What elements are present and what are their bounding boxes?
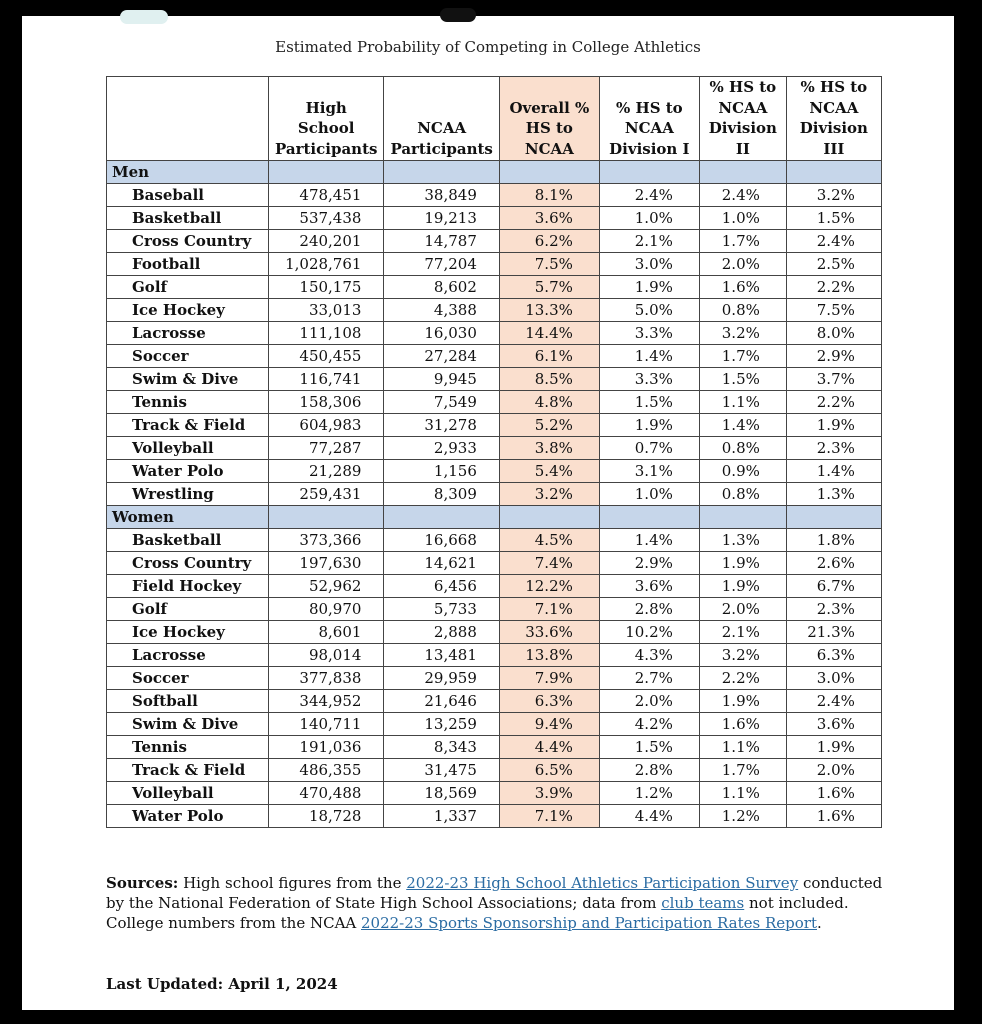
hs-participants: 150,175 xyxy=(269,276,384,299)
table-title: Estimated Probability of Competing in College Athletics xyxy=(275,38,701,56)
sport-name: Ice Hockey xyxy=(107,621,269,644)
overall-pct: 6.2% xyxy=(499,230,599,253)
table-row xyxy=(107,437,882,460)
hs-participants: 450,455 xyxy=(269,345,384,368)
ncaa-participants: 8,602 xyxy=(384,276,499,299)
div2-pct: 1.2% xyxy=(699,805,786,828)
table-row xyxy=(107,690,882,713)
div3-pct: 2.3% xyxy=(786,437,881,460)
div1-pct: 2.0% xyxy=(599,690,699,713)
hs-participants: 140,711 xyxy=(269,713,384,736)
hs-participants: 111,108 xyxy=(269,322,384,345)
div1-pct: 2.4% xyxy=(599,184,699,207)
div2-pct: 2.2% xyxy=(699,667,786,690)
div1-pct: 1.2% xyxy=(599,782,699,805)
overall-pct: 7.1% xyxy=(499,598,599,621)
sport-name: Cross Country xyxy=(107,552,269,575)
table-row xyxy=(107,299,882,322)
section-cell xyxy=(499,506,599,529)
section-cell xyxy=(786,506,881,529)
sport-name: Baseball xyxy=(107,184,269,207)
ncaa-participants: 14,787 xyxy=(384,230,499,253)
table-row xyxy=(107,253,882,276)
overall-pct: 3.6% xyxy=(499,207,599,230)
sources-text: conducted by the National Federation of State High School Associations; data from xyxy=(106,874,883,912)
div3-pct: 2.3% xyxy=(786,598,881,621)
ncaa-participants: 1,337 xyxy=(384,805,499,828)
section-label: Men xyxy=(107,161,269,184)
survey-link[interactable]: 2022-23 High School Athletics Participation Survey xyxy=(406,874,799,892)
section-cell xyxy=(699,161,786,184)
hs-participants: 373,366 xyxy=(269,529,384,552)
div1-pct: 4.4% xyxy=(599,805,699,828)
div2-pct: 2.4% xyxy=(699,184,786,207)
div2-pct: 1.7% xyxy=(699,345,786,368)
div3-pct: 8.0% xyxy=(786,322,881,345)
overall-pct: 14.4% xyxy=(499,322,599,345)
sources-text: not included. College numbers from the NCAA xyxy=(106,894,849,932)
ncaa-participants: 7,549 xyxy=(384,391,499,414)
hs-participants: 33,013 xyxy=(269,299,384,322)
table-row xyxy=(107,483,882,506)
div2-pct: 1.5% xyxy=(699,368,786,391)
div2-pct: 1.9% xyxy=(699,690,786,713)
club-teams-link[interactable]: club teams xyxy=(661,894,745,912)
div1-pct: 3.6% xyxy=(599,575,699,598)
overall-pct: 6.3% xyxy=(499,690,599,713)
hs-participants: 1,028,761 xyxy=(269,253,384,276)
header-cell: Overall % HS to NCAA xyxy=(499,77,599,161)
hs-participants: 80,970 xyxy=(269,598,384,621)
section-cell xyxy=(384,506,499,529)
ncaa-participants: 77,204 xyxy=(384,253,499,276)
overall-pct: 7.4% xyxy=(499,552,599,575)
table-row xyxy=(107,736,882,759)
div3-pct: 1.9% xyxy=(786,414,881,437)
div2-pct: 0.9% xyxy=(699,460,786,483)
div2-pct: 0.8% xyxy=(699,437,786,460)
table-row xyxy=(107,621,882,644)
div3-pct: 1.4% xyxy=(786,460,881,483)
ncaa-participants: 8,309 xyxy=(384,483,499,506)
header-cell: % HS to NCAA Division I xyxy=(599,77,699,161)
table-row xyxy=(107,667,882,690)
overall-pct: 3.8% xyxy=(499,437,599,460)
div3-pct: 2.5% xyxy=(786,253,881,276)
div1-pct: 1.5% xyxy=(599,391,699,414)
div1-pct: 2.7% xyxy=(599,667,699,690)
overall-pct: 5.2% xyxy=(499,414,599,437)
last-updated: Last Updated: April 1, 2024 xyxy=(106,975,338,993)
div1-pct: 5.0% xyxy=(599,299,699,322)
ncaa-report-link[interactable]: 2022-23 Sports Sponsorship and Participation Rates Report xyxy=(361,914,817,932)
div3-pct: 3.7% xyxy=(786,368,881,391)
div2-pct: 1.9% xyxy=(699,575,786,598)
header-row xyxy=(107,77,882,161)
overall-pct: 33.6% xyxy=(499,621,599,644)
table-row xyxy=(107,322,882,345)
table-row xyxy=(107,782,882,805)
sources-label: Sources: xyxy=(106,874,179,892)
hs-participants: 116,741 xyxy=(269,368,384,391)
table-row xyxy=(107,460,882,483)
div1-pct: 3.3% xyxy=(599,368,699,391)
sport-name: Volleyball xyxy=(107,437,269,460)
table-row xyxy=(107,414,882,437)
sport-name: Golf xyxy=(107,276,269,299)
sport-name: Golf xyxy=(107,598,269,621)
sport-name: Cross Country xyxy=(107,230,269,253)
div1-pct: 1.4% xyxy=(599,345,699,368)
div2-pct: 1.6% xyxy=(699,276,786,299)
header-cell: High School Participants xyxy=(269,77,384,161)
hs-participants: 191,036 xyxy=(269,736,384,759)
section-label: Women xyxy=(107,506,269,529)
div3-pct: 2.2% xyxy=(786,276,881,299)
sport-name: Swim & Dive xyxy=(107,368,269,391)
div3-pct: 2.9% xyxy=(786,345,881,368)
ncaa-participants: 5,733 xyxy=(384,598,499,621)
overall-pct: 12.2% xyxy=(499,575,599,598)
div1-pct: 3.1% xyxy=(599,460,699,483)
hs-participants: 478,451 xyxy=(269,184,384,207)
sport-name: Soccer xyxy=(107,667,269,690)
table-row xyxy=(107,598,882,621)
ncaa-participants: 31,475 xyxy=(384,759,499,782)
hs-participants: 8,601 xyxy=(269,621,384,644)
div3-pct: 1.3% xyxy=(786,483,881,506)
sport-name: Tennis xyxy=(107,736,269,759)
div2-pct: 1.0% xyxy=(699,207,786,230)
cropped-graphic xyxy=(120,10,168,24)
div1-pct: 2.1% xyxy=(599,230,699,253)
section-cell xyxy=(599,161,699,184)
overall-pct: 3.9% xyxy=(499,782,599,805)
sources-note xyxy=(106,873,886,933)
section-row-women xyxy=(107,506,882,529)
ncaa-participants: 4,388 xyxy=(384,299,499,322)
hs-participants: 240,201 xyxy=(269,230,384,253)
ncaa-participants: 29,959 xyxy=(384,667,499,690)
div2-pct: 1.7% xyxy=(699,759,786,782)
overall-pct: 8.5% xyxy=(499,368,599,391)
table-row xyxy=(107,759,882,782)
header-cell: NCAA Participants xyxy=(384,77,499,161)
div3-pct: 3.6% xyxy=(786,713,881,736)
header-cell: % HS to NCAA Division II xyxy=(699,77,786,161)
div1-pct: 1.5% xyxy=(599,736,699,759)
div2-pct: 2.0% xyxy=(699,598,786,621)
div1-pct: 2.9% xyxy=(599,552,699,575)
section-cell xyxy=(599,506,699,529)
section-cell xyxy=(499,161,599,184)
table-body xyxy=(107,161,882,828)
section-cell xyxy=(384,161,499,184)
table-row xyxy=(107,276,882,299)
ncaa-participants: 21,646 xyxy=(384,690,499,713)
section-row-men xyxy=(107,161,882,184)
div2-pct: 0.8% xyxy=(699,483,786,506)
sport-name: Ice Hockey xyxy=(107,299,269,322)
table-row xyxy=(107,805,882,828)
div3-pct: 6.3% xyxy=(786,644,881,667)
div1-pct: 1.9% xyxy=(599,276,699,299)
hs-participants: 537,438 xyxy=(269,207,384,230)
div3-pct: 2.6% xyxy=(786,552,881,575)
sport-name: Field Hockey xyxy=(107,575,269,598)
div3-pct: 3.2% xyxy=(786,184,881,207)
document-page xyxy=(22,16,954,1010)
hs-participants: 259,431 xyxy=(269,483,384,506)
div2-pct: 1.6% xyxy=(699,713,786,736)
overall-pct: 5.4% xyxy=(499,460,599,483)
overall-pct: 5.7% xyxy=(499,276,599,299)
hs-participants: 18,728 xyxy=(269,805,384,828)
div3-pct: 1.6% xyxy=(786,805,881,828)
ncaa-participants: 2,888 xyxy=(384,621,499,644)
div1-pct: 2.8% xyxy=(599,598,699,621)
table-row xyxy=(107,207,882,230)
table-row xyxy=(107,345,882,368)
div2-pct: 1.7% xyxy=(699,230,786,253)
hs-participants: 197,630 xyxy=(269,552,384,575)
section-cell xyxy=(269,506,384,529)
ncaa-participants: 8,343 xyxy=(384,736,499,759)
div3-pct: 3.0% xyxy=(786,667,881,690)
table-row xyxy=(107,529,882,552)
ncaa-participants: 27,284 xyxy=(384,345,499,368)
hs-participants: 604,983 xyxy=(269,414,384,437)
div3-pct: 2.4% xyxy=(786,230,881,253)
div2-pct: 1.9% xyxy=(699,552,786,575)
sport-name: Wrestling xyxy=(107,483,269,506)
ncaa-participants: 6,456 xyxy=(384,575,499,598)
hs-participants: 98,014 xyxy=(269,644,384,667)
div1-pct: 2.8% xyxy=(599,759,699,782)
table-row xyxy=(107,713,882,736)
cropped-graphic xyxy=(440,8,476,22)
div3-pct: 1.5% xyxy=(786,207,881,230)
sport-name: Volleyball xyxy=(107,782,269,805)
div3-pct: 2.2% xyxy=(786,391,881,414)
overall-pct: 4.5% xyxy=(499,529,599,552)
sport-name: Track & Field xyxy=(107,759,269,782)
table-row xyxy=(107,230,882,253)
ncaa-participants: 18,569 xyxy=(384,782,499,805)
ncaa-participants: 31,278 xyxy=(384,414,499,437)
sport-name: Swim & Dive xyxy=(107,713,269,736)
table-row xyxy=(107,391,882,414)
section-cell xyxy=(786,161,881,184)
div2-pct: 1.3% xyxy=(699,529,786,552)
div2-pct: 2.0% xyxy=(699,253,786,276)
overall-pct: 7.1% xyxy=(499,805,599,828)
ncaa-participants: 13,481 xyxy=(384,644,499,667)
ncaa-participants: 16,668 xyxy=(384,529,499,552)
table-row xyxy=(107,552,882,575)
overall-pct: 6.5% xyxy=(499,759,599,782)
sport-name: Soccer xyxy=(107,345,269,368)
overall-pct: 4.8% xyxy=(499,391,599,414)
hs-participants: 344,952 xyxy=(269,690,384,713)
div1-pct: 0.7% xyxy=(599,437,699,460)
table-row xyxy=(107,368,882,391)
hs-participants: 21,289 xyxy=(269,460,384,483)
hs-participants: 52,962 xyxy=(269,575,384,598)
div3-pct: 6.7% xyxy=(786,575,881,598)
sport-name: Football xyxy=(107,253,269,276)
div2-pct: 3.2% xyxy=(699,322,786,345)
ncaa-participants: 9,945 xyxy=(384,368,499,391)
header-cell: % HS to NCAA Division III xyxy=(786,77,881,161)
div2-pct: 3.2% xyxy=(699,644,786,667)
hs-participants: 486,355 xyxy=(269,759,384,782)
probability-table xyxy=(106,76,882,828)
hs-participants: 77,287 xyxy=(269,437,384,460)
div1-pct: 1.0% xyxy=(599,483,699,506)
div3-pct: 1.9% xyxy=(786,736,881,759)
hs-participants: 158,306 xyxy=(269,391,384,414)
hs-participants: 377,838 xyxy=(269,667,384,690)
overall-pct: 7.5% xyxy=(499,253,599,276)
sport-name: Basketball xyxy=(107,207,269,230)
div2-pct: 1.1% xyxy=(699,736,786,759)
sources-text: High school figures from the xyxy=(178,874,407,892)
ncaa-participants: 16,030 xyxy=(384,322,499,345)
overall-pct: 13.8% xyxy=(499,644,599,667)
div2-pct: 1.1% xyxy=(699,782,786,805)
div1-pct: 1.0% xyxy=(599,207,699,230)
div1-pct: 1.4% xyxy=(599,529,699,552)
div3-pct: 2.4% xyxy=(786,690,881,713)
table-row xyxy=(107,644,882,667)
overall-pct: 4.4% xyxy=(499,736,599,759)
ncaa-participants: 13,259 xyxy=(384,713,499,736)
sport-name: Lacrosse xyxy=(107,644,269,667)
div1-pct: 10.2% xyxy=(599,621,699,644)
ncaa-participants: 1,156 xyxy=(384,460,499,483)
sport-name: Water Polo xyxy=(107,460,269,483)
ncaa-participants: 19,213 xyxy=(384,207,499,230)
sport-name: Water Polo xyxy=(107,805,269,828)
overall-pct: 8.1% xyxy=(499,184,599,207)
div3-pct: 2.0% xyxy=(786,759,881,782)
hs-participants: 470,488 xyxy=(269,782,384,805)
ncaa-participants: 2,933 xyxy=(384,437,499,460)
sport-name: Track & Field xyxy=(107,414,269,437)
sport-name: Basketball xyxy=(107,529,269,552)
div1-pct: 3.3% xyxy=(599,322,699,345)
div2-pct: 1.4% xyxy=(699,414,786,437)
sources-text: . xyxy=(816,914,822,932)
div1-pct: 3.0% xyxy=(599,253,699,276)
overall-pct: 13.3% xyxy=(499,299,599,322)
div2-pct: 2.1% xyxy=(699,621,786,644)
table-row xyxy=(107,184,882,207)
ncaa-participants: 14,621 xyxy=(384,552,499,575)
header-cell xyxy=(107,77,269,161)
div3-pct: 1.6% xyxy=(786,782,881,805)
div2-pct: 0.8% xyxy=(699,299,786,322)
sport-name: Tennis xyxy=(107,391,269,414)
section-cell xyxy=(699,506,786,529)
section-cell xyxy=(269,161,384,184)
ncaa-participants: 38,849 xyxy=(384,184,499,207)
overall-pct: 6.1% xyxy=(499,345,599,368)
div3-pct: 7.5% xyxy=(786,299,881,322)
div3-pct: 1.8% xyxy=(786,529,881,552)
table-row xyxy=(107,575,882,598)
overall-pct: 3.2% xyxy=(499,483,599,506)
div2-pct: 1.1% xyxy=(699,391,786,414)
div1-pct: 4.3% xyxy=(599,644,699,667)
overall-pct: 9.4% xyxy=(499,713,599,736)
div3-pct: 21.3% xyxy=(786,621,881,644)
sport-name: Softball xyxy=(107,690,269,713)
sport-name: Lacrosse xyxy=(107,322,269,345)
div1-pct: 4.2% xyxy=(599,713,699,736)
div1-pct: 1.9% xyxy=(599,414,699,437)
overall-pct: 7.9% xyxy=(499,667,599,690)
